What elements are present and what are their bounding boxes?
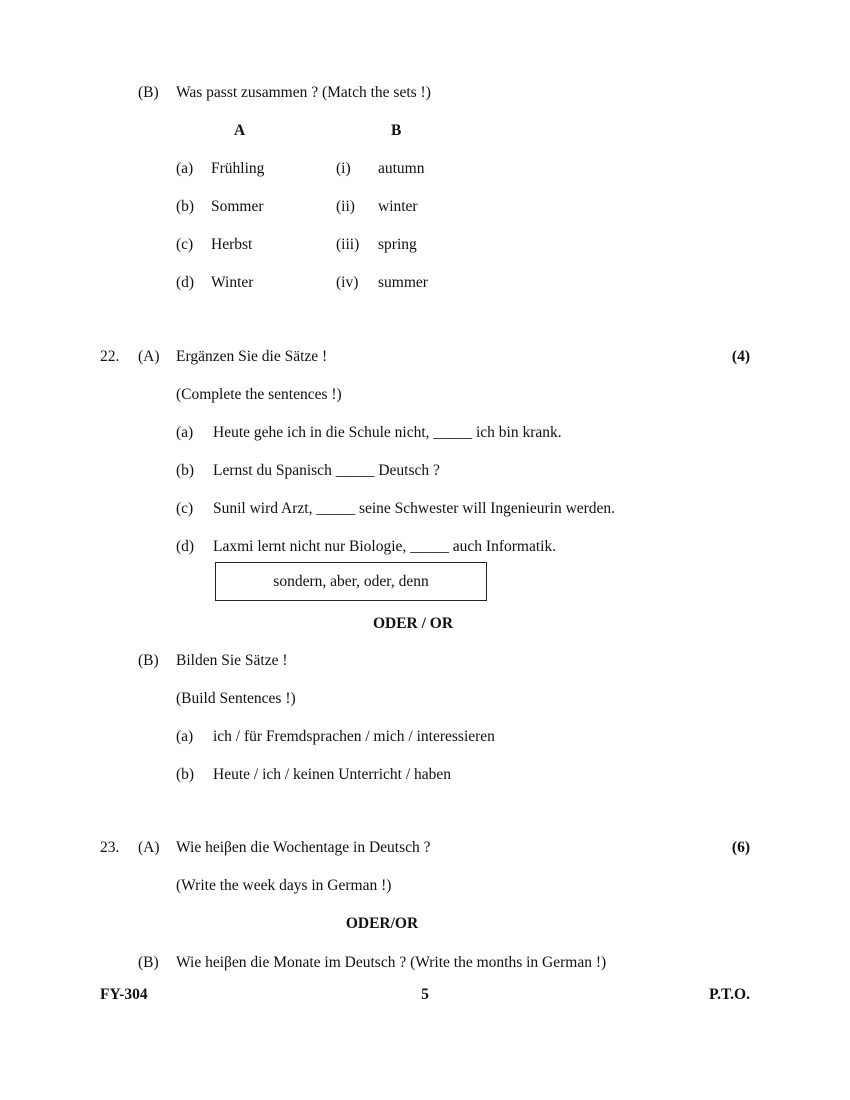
q22b-item-text: ich / für Fremdsprachen / mich / interessieren	[213, 728, 495, 745]
match-a-text: Winter	[211, 274, 254, 291]
q22a-translation: (Complete the sentences !)	[176, 386, 342, 403]
column-b-header: B	[391, 122, 402, 139]
page-number: 5	[421, 986, 429, 1003]
match-a-label: (b)	[176, 198, 195, 215]
q23a-instruction: Wie heiβen die Wochentage in Deutsch ?	[176, 839, 431, 856]
q23b-instruction: Wie heiβen die Monate im Deutsch ? (Write the months in German !)	[176, 954, 607, 971]
match-b-text: summer	[378, 274, 428, 291]
q23a-label: (A)	[138, 839, 160, 856]
match-b-text: winter	[378, 198, 418, 215]
q22a-item-text: Heute gehe ich in die Schule nicht, _____ ich bin krank.	[213, 424, 562, 441]
q22b-item-label: (a)	[176, 728, 194, 745]
match-a-text: Sommer	[211, 198, 264, 215]
q23-or-divider: ODER/OR	[345, 915, 419, 932]
q22a-item-label: (c)	[176, 500, 194, 517]
q22-marks: (4)	[731, 348, 750, 365]
q23-number: 23.	[100, 839, 120, 856]
column-a-header: A	[234, 122, 246, 139]
q22b-translation: (Build Sentences !)	[176, 690, 296, 707]
q22a-label: (A)	[138, 348, 160, 365]
q22-or-divider: ODER / OR	[372, 615, 454, 632]
q22b-instruction: Bilden Sie Sätze !	[176, 652, 288, 669]
q22b-item-label: (b)	[176, 766, 195, 783]
pto-label: P.T.O.	[709, 986, 750, 1003]
q22a-item-text: Sunil wird Arzt, _____ seine Schwester will Ingenieurin werden.	[213, 500, 616, 517]
q22a-instruction: Ergänzen Sie die Sätze !	[176, 348, 328, 365]
q22b-label: (B)	[138, 652, 159, 669]
q23a-translation: (Write the week days in German !)	[176, 877, 392, 894]
word-box-text: sondern, aber, oder, denn	[273, 572, 429, 590]
match-b-label: (i)	[336, 160, 351, 177]
q22-number: 22.	[100, 348, 120, 365]
q22a-item-text: Lernst du Spanisch _____ Deutsch ?	[213, 462, 440, 479]
match-a-label: (c)	[176, 236, 194, 253]
q21b-instruction: Was passt zusammen ? (Match the sets !)	[176, 84, 431, 101]
match-b-label: (iii)	[336, 236, 360, 253]
paper-code: FY-304	[100, 986, 148, 1003]
match-b-text: spring	[378, 236, 417, 253]
q22a-item-label: (b)	[176, 462, 195, 479]
match-b-label: (ii)	[336, 198, 355, 215]
match-b-text: autumn	[378, 160, 425, 177]
match-b-label: (iv)	[336, 274, 359, 291]
q23b-label: (B)	[138, 954, 159, 971]
match-a-label: (a)	[176, 160, 194, 177]
q22a-item-text: Laxmi lernt nicht nur Biologie, _____ auch Informatik.	[213, 538, 557, 555]
q21b-label: (B)	[138, 84, 159, 101]
q23-marks: (6)	[731, 839, 750, 856]
q22a-item-label: (a)	[176, 424, 194, 441]
match-a-text: Frühling	[211, 160, 265, 177]
q22a-item-label: (d)	[176, 538, 195, 555]
q22b-item-text: Heute / ich / keinen Unterricht / haben	[213, 766, 452, 783]
word-box	[215, 562, 487, 601]
match-a-text: Herbst	[211, 236, 253, 253]
match-a-label: (d)	[176, 274, 195, 291]
